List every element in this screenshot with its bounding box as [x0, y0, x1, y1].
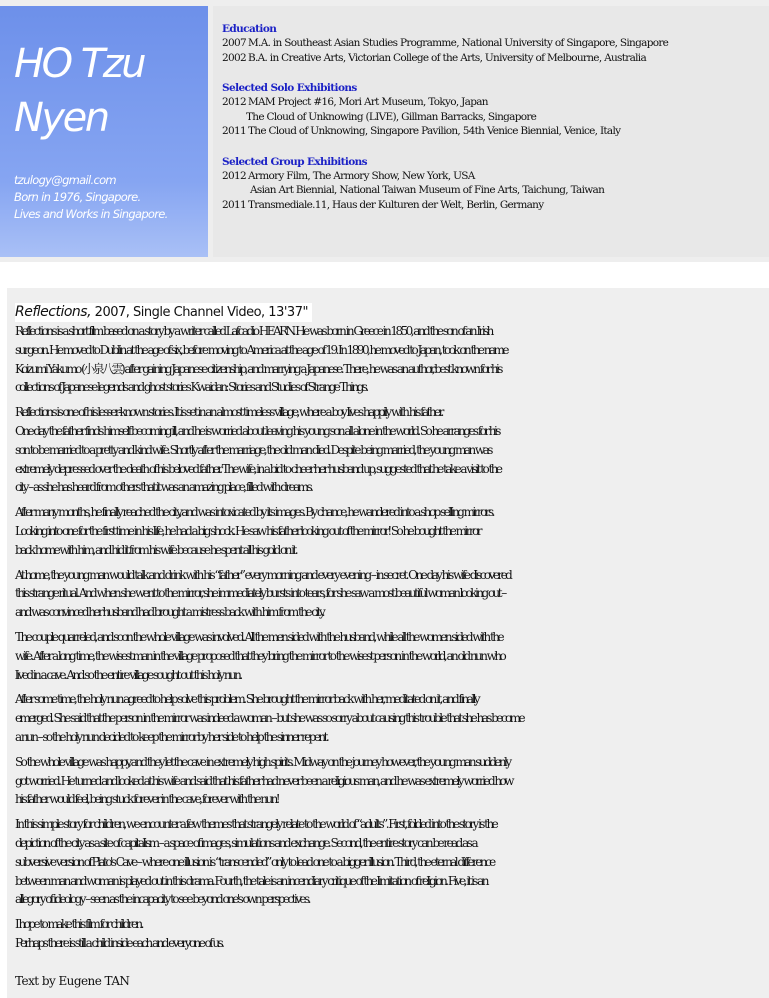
cv-year: 2002 — [222, 51, 246, 64]
paragraph-line: a nun – so the holy nun decided to keep the mirror by her side to help the sinner repent. — [15, 729, 328, 744]
paragraph-line: Reflections is a short film based on a story by a writer called Lafcadio HEARN. He was born in Greece in 1850, and the son of an Irish — [15, 324, 492, 338]
cv-heading: Selected Group Exhibitions — [222, 155, 367, 168]
paragraph-line: surgeon. He moved to Dublin at the age of six, before moving to America at the age of 19. In 1890, he moved to Japan, took on the name — [15, 342, 507, 357]
description-paragraph — [15, 566, 767, 622]
cv-row — [222, 95, 769, 110]
description-paragraph — [15, 628, 767, 684]
cv-year: 2012 — [222, 96, 246, 108]
paragraph-line: collections of Japanese legends and ghost stories Kwaidan: Stories and Studies of Strange Things. — [15, 380, 367, 395]
paragraph-line: After some time, the holy nun agreed to help solve this problem. She brought the mirror back with her, meditated on it, and finally — [15, 692, 479, 707]
description-paragraph — [15, 815, 767, 909]
paragraph-line: The couple quarreled, and soon the whole village was involved. All the men sided with the husband, while all the women sided with the — [15, 629, 502, 644]
cv-year: 2011 — [222, 198, 246, 211]
paragraph-line: Koizumi Yakumo (小泉八雲) after gaining Japanese citizenship, and marrying a Japanese. There, he was an author, best known for his — [15, 361, 501, 376]
work-title — [15, 303, 312, 322]
paragraph-line: back home with him, and hid it from his wife because he spent all his gold on it. — [15, 542, 296, 557]
cv-row — [222, 36, 769, 51]
cv-text: Armory Film, The Armory Show, New York, USA — [248, 169, 475, 182]
paragraph-line: One day the father finds himself becoming ill, and he is worried about leaving his young son all alone in the world. So he arranges for his — [15, 423, 499, 438]
cv-text: MAM Project #16, Mori Art Museum, Tokyo, Japan — [248, 96, 488, 108]
cv-text: The Cloud of Unknowing (LIVE), Gillman Barracks, Singapore — [246, 110, 537, 123]
cv-text: B.A. in Creative Arts, Victorian College of the Arts, University of Melbourne, Australia — [248, 51, 647, 64]
cv-year: 2007 — [222, 37, 246, 49]
work-title-details: 2007, Single Channel Video, 13'37" — [94, 305, 308, 320]
description-paragraph — [15, 690, 767, 746]
description-content — [15, 301, 767, 997]
cv-education — [222, 22, 769, 65]
cv-text: The Cloud of Unknowing, Singapore Pavilion, 54th Venice Biennial, Venice, Italy — [248, 125, 621, 137]
artist-email[interactable]: tzulogy@gmail.com — [14, 173, 116, 187]
description-paragraph — [15, 322, 767, 397]
cv-text: Asian Art Biennial, National Taiwan Museum of Fine Arts, Taichung, Taiwan — [250, 184, 605, 196]
paragraph-line: and was convinced her husband had brought a mistress back with him from the city. — [15, 605, 323, 620]
paragraph-line: I hope to make this film for children. — [15, 917, 142, 932]
description-paragraph — [15, 403, 767, 497]
artist-name-line2: Nyen — [14, 95, 108, 141]
cv-text: Transmediale.11, Haus der Kulturen der Welt, Berlin, Germany — [248, 198, 544, 211]
description-paragraph — [15, 915, 767, 953]
paragraph-line: wife. After a long time, the wisest man in the village proposed that they bring the mirror to the wisest person in the world, an old nun who — [15, 648, 505, 663]
paragraph-line: lived in a cave. And so the entire village sought out this holy nun. — [15, 667, 241, 682]
paragraph-line: At home, the young man would talk and drink with his “father” every morning and every evening – in secret. One day his wife discovered — [15, 567, 511, 582]
paragraph-line: extremely depressed over the death of his beloved father. The wife, in a bid to cheer her husband up, suggested that he take a visit to the — [15, 461, 501, 476]
cv-row — [222, 51, 769, 66]
cv-row — [222, 124, 769, 139]
cv-row — [222, 110, 769, 125]
paragraph-line: Looking into one for the first time in his life, he had a big shock. He saw his father looking out of the mirror! So he bought the mirror — [15, 523, 480, 538]
cv-row — [222, 198, 769, 213]
cv-solo-exhibitions — [222, 81, 769, 139]
paragraph-line: In this simple story for children, we encounter a few themes that strangely relate to the world of “adults”. First, folded into the story is the — [15, 817, 497, 832]
cv-text: M.A. in Southeast Asian Studies Programme, National University of Singapore, Singapore — [248, 37, 669, 49]
paragraph-line: his father would feel, being stuck forever in the cave, forever with the nun! — [15, 792, 279, 807]
paragraph-line: between man and woman is played out in this drama. Fourth, the tale is an incendiary critique of the limitation of religion. Five, it is an — [15, 873, 487, 888]
paragraph-line: emerged. She said that the person in the mirror was indeed a woman – but she was so sorry about causing this trouble that she has become — [15, 711, 524, 726]
cv-year: 2012 — [222, 169, 246, 182]
cv-row — [222, 183, 769, 198]
description-text — [15, 322, 767, 953]
cv-group-exhibitions — [222, 155, 769, 213]
paragraph-line: allegory of ideology – seen as the incapacity to see beyond one's own perspectives. — [15, 892, 309, 907]
paragraph-line: So the whole village was happy, and they let the cave in extremely high spirits. Midway on the journey however, the young man suddenly — [15, 754, 510, 769]
paragraph-line: this strange ritual. And when she went to the mirror, she immediately bursts into tears, for she saw a most beautiful woman looking out – — [15, 586, 505, 601]
description-paragraph — [15, 503, 767, 559]
cv-heading: Selected Solo Exhibitions — [222, 82, 357, 94]
paragraph-line: got worried. He turned and looked at his wife and said that his father had never been a religious man, and he was extremely worried how — [15, 773, 512, 788]
paragraph-line: son to be married to a pretty and kind wife. Shortly after the marriage, the old man died. Despite being married, the young man was — [15, 442, 491, 457]
cv-row — [222, 169, 769, 184]
text-credit: Text by Eugene TAN — [15, 973, 130, 988]
artist-contact — [14, 172, 208, 223]
artist-residence: Lives and Works in Singapore. — [14, 207, 168, 221]
cv-panel — [213, 6, 769, 257]
artist-name-line1: HO Tzu — [14, 41, 145, 87]
artist-panel — [0, 6, 208, 257]
cv-year: 2011 — [222, 125, 246, 137]
work-title-name: Reflections, — [15, 304, 92, 320]
paragraph-line: Perhaps there is still a child inside each and everyone of us. — [15, 935, 223, 950]
paragraph-line: Reflections is one of his lesser-known stories. It is set in an almost timeless village, where a boy lives happily with his father. — [15, 405, 442, 420]
paragraph-line: depiction of the city as a site of capitalism – a space of images, simulations and exchange. Second, the entire story can be read as a — [15, 835, 477, 850]
paragraph-line: After many months, he finally reached the city, and was intoxicated by its images. By chance, he wandered into a shop selling mirrors. — [15, 505, 493, 520]
description-paragraph — [15, 753, 767, 809]
paragraph-line: subversive version of Plato's Cave – where one illusion is “transcended” only to lead one to a bigger illusion. Third, the eternal difference — [15, 854, 494, 869]
paragraph-line: city – as she has heard from others that it was an amazing place, filled with dreams. — [15, 480, 312, 495]
cv-heading: Education — [222, 23, 277, 35]
artist-born: Born in 1976, Singapore. — [14, 190, 141, 204]
